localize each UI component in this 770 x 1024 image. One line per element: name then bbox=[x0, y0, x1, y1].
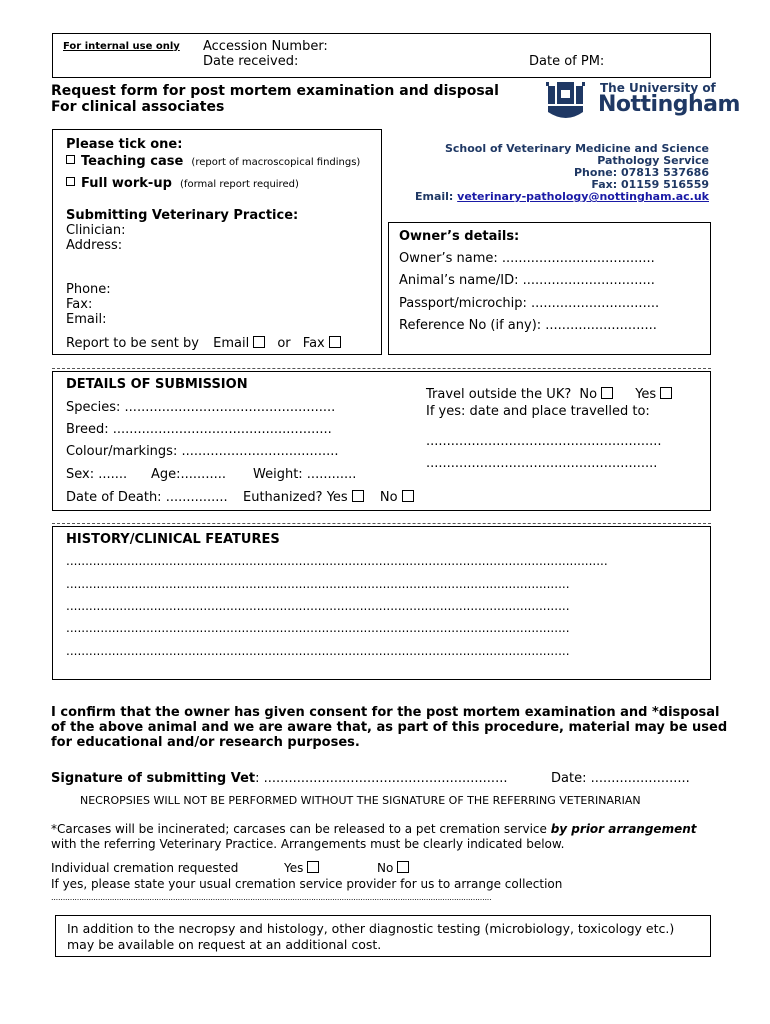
history-line[interactable]: .............................................................................................................................................. bbox=[66, 554, 608, 568]
full-workup-checkbox[interactable] bbox=[66, 177, 75, 186]
cremation-provider-text: If yes, please state your usual cremation service provider for us to arrange collection bbox=[51, 877, 563, 891]
page-subtitle: For clinical associates bbox=[51, 99, 225, 115]
carcases-line-2: with the referring Veterinary Practice. Arrangements must be clearly indicated below. bbox=[51, 837, 565, 851]
travel-line-1[interactable]: ......................................................... bbox=[426, 434, 662, 449]
date-of-death-field[interactable]: Date of Death: ............... bbox=[66, 490, 228, 505]
teaching-case-checkbox[interactable] bbox=[66, 155, 75, 164]
email-link[interactable]: veterinary-pathology@nottingham.ac.uk bbox=[457, 190, 709, 203]
school-phone: Phone: 07813 537686 bbox=[574, 166, 709, 179]
teaching-case-option[interactable]: Teaching case (report of macroscopical findings) bbox=[66, 154, 360, 169]
pathology-service: Pathology Service bbox=[597, 154, 709, 167]
school-email: Email: veterinary-pathology@nottingham.ac.uk bbox=[414, 190, 709, 203]
travel-yes-checkbox[interactable] bbox=[660, 387, 672, 399]
university-crest-icon bbox=[546, 80, 586, 124]
practice-heading: Submitting Veterinary Practice: bbox=[66, 208, 299, 223]
address-field[interactable]: Address: bbox=[66, 238, 123, 253]
fax-field[interactable]: Fax: bbox=[66, 297, 93, 312]
date-received-field[interactable]: Date received: bbox=[203, 54, 299, 69]
cremation-provider-line[interactable]: ............................................................................................................................................................................................ bbox=[51, 893, 492, 902]
carcases-line-1: *Carcases will be incinerated; carcases can be released to a pet cremation service by prior arrangement bbox=[51, 822, 697, 836]
consent-line-1: I confirm that the owner has given consent for the post mortem examination and *disposal bbox=[51, 705, 720, 720]
report-sent-by: Report to be sent by Email or Fax bbox=[66, 336, 341, 351]
euthanized-yes-checkbox[interactable] bbox=[352, 490, 364, 502]
breed-field[interactable]: Breed: ..................................................... bbox=[66, 422, 332, 437]
travel-no-checkbox[interactable] bbox=[601, 387, 613, 399]
history-line[interactable]: .................................................................................................................................... bbox=[66, 644, 570, 658]
owner-name-field[interactable]: Owner’s name: ..................................... bbox=[399, 251, 655, 266]
consent-line-2: of the above animal and we are aware that, as part of this procedure, material may be used bbox=[51, 720, 728, 735]
cremation-yes: Yes bbox=[284, 861, 319, 875]
clinician-field[interactable]: Clinician: bbox=[66, 223, 126, 238]
report-email-checkbox[interactable] bbox=[253, 336, 265, 348]
age-field[interactable]: Age:........... bbox=[151, 467, 226, 482]
date-of-pm-field[interactable]: Date of PM: bbox=[529, 54, 605, 69]
school-name: School of Veterinary Medicine and Science bbox=[444, 142, 709, 155]
note-line-1: In addition to the necropsy and histology, other diagnostic testing (microbiology, toxicology etc.) bbox=[67, 921, 675, 936]
cremation-yes-checkbox[interactable] bbox=[307, 861, 319, 873]
logo-nottingham: Nottingham bbox=[598, 92, 740, 117]
history-line[interactable]: .................................................................................................................................... bbox=[66, 621, 570, 635]
cremation-label: Individual cremation requested bbox=[51, 861, 239, 875]
internal-use-label: For internal use only bbox=[63, 41, 180, 52]
signature-date-field[interactable]: Date: ........................ bbox=[551, 771, 690, 786]
signature-field[interactable]: Signature of submitting Vet: ........................................................... bbox=[51, 771, 508, 786]
school-fax: Fax: 01159 516559 bbox=[591, 178, 709, 191]
weight-field[interactable]: Weight: ............ bbox=[253, 467, 357, 482]
tick-heading: Please tick one: bbox=[66, 137, 183, 152]
logo-university-line: The University of bbox=[600, 81, 716, 95]
cremation-no: No bbox=[377, 861, 409, 875]
travel-question: Travel outside the UK? No Yes bbox=[426, 387, 672, 402]
colour-field[interactable]: Colour/markings: ...................................... bbox=[66, 444, 339, 459]
history-line[interactable]: .................................................................................................................................... bbox=[66, 599, 570, 613]
note-line-2: may be available on request at an additional cost. bbox=[67, 937, 382, 952]
passport-field[interactable]: Passport/microchip: ............................... bbox=[399, 296, 660, 311]
travel-if-yes: If yes: date and place travelled to: bbox=[426, 404, 650, 419]
reference-field[interactable]: Reference No (if any): ........................... bbox=[399, 318, 657, 333]
travel-line-2[interactable]: ........................................................ bbox=[426, 456, 658, 471]
history-heading: HISTORY/CLINICAL FEATURES bbox=[66, 532, 280, 547]
cremation-no-checkbox[interactable] bbox=[397, 861, 409, 873]
consent-line-3: for educational and/or research purposes. bbox=[51, 735, 360, 750]
euthanized-no-checkbox[interactable] bbox=[402, 490, 414, 502]
report-fax-checkbox[interactable] bbox=[329, 336, 341, 348]
accession-number-field[interactable]: Accession Number: bbox=[203, 39, 328, 54]
phone-field[interactable]: Phone: bbox=[66, 282, 111, 297]
history-line[interactable]: .................................................................................................................................... bbox=[66, 577, 570, 591]
full-workup-option[interactable]: Full work-up (formal report required) bbox=[66, 176, 299, 191]
page-title: Request form for post mortem examination and disposal bbox=[51, 83, 499, 99]
internal-use-box bbox=[52, 33, 711, 78]
euthanized-options: Euthanized? Yes No bbox=[243, 490, 414, 505]
submission-heading: DETAILS OF SUBMISSION bbox=[66, 377, 248, 392]
owner-heading: Owner’s details: bbox=[399, 229, 520, 244]
species-field[interactable]: Species: ................................................... bbox=[66, 400, 336, 415]
animal-name-field[interactable]: Animal’s name/ID: ................................ bbox=[399, 273, 655, 288]
email-field[interactable]: Email: bbox=[66, 312, 107, 327]
necropsies-warning: NECROPSIES WILL NOT BE PERFORMED WITHOUT THE SIGNATURE OF THE REFERRING VETERINARIAN bbox=[80, 794, 641, 807]
sex-field[interactable]: Sex: ....... bbox=[66, 467, 128, 482]
